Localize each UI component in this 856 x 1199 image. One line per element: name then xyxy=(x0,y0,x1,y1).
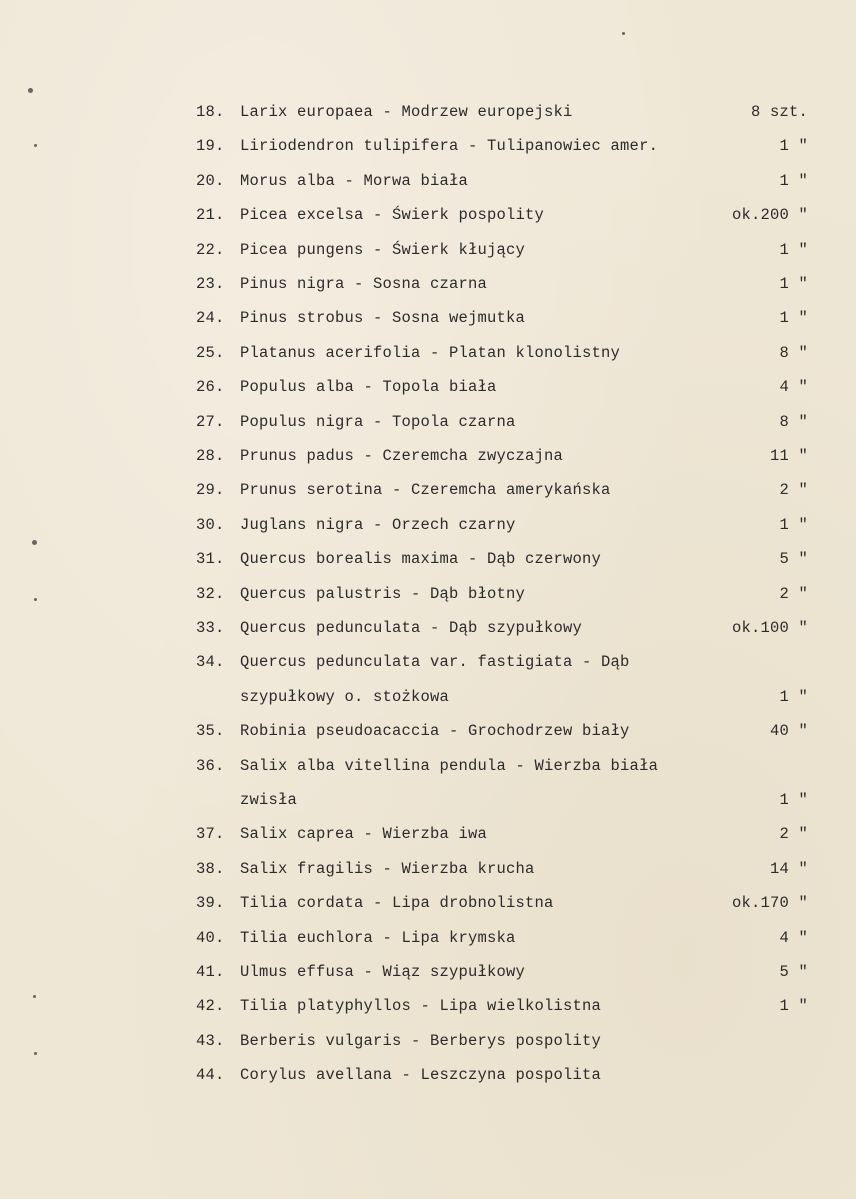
item-number: 23. xyxy=(196,275,225,293)
item-number: 26. xyxy=(196,378,225,397)
item-species: Tilia cordata - Lipa drobnolistna xyxy=(240,894,554,913)
item-quantity: 5 " xyxy=(779,963,808,981)
item-species: Liriodendron tulipifera - Tulipanowiec amer. xyxy=(240,137,659,156)
item-quantity: 14 " xyxy=(769,859,808,878)
item-quantity: 8 " xyxy=(779,412,808,431)
item-number: 25. xyxy=(196,343,225,362)
list-item xyxy=(0,1029,856,1053)
item-number: 32. xyxy=(196,584,225,603)
list-item xyxy=(0,169,856,193)
item-number: 34. xyxy=(196,653,225,672)
item-number: 19. xyxy=(196,137,225,156)
item-species: Salix caprea - Wierzba iwa xyxy=(240,825,488,844)
item-quantity: 1 " xyxy=(779,997,808,1016)
item-species: Quercus palustris - Dąb błotny xyxy=(240,584,526,603)
item-number: 27. xyxy=(196,412,225,431)
item-number: 39. xyxy=(196,894,225,913)
item-species: Quercus pedunculata - Dąb szypułkowy xyxy=(240,619,583,637)
item-species: Salix alba vitellina pendula - Wierzba biała xyxy=(240,756,659,775)
item-number: 44. xyxy=(196,1066,225,1085)
item-quantity: 8 szt. xyxy=(750,103,808,121)
item-species: Prunus padus - Czeremcha zwyczajna xyxy=(240,447,564,465)
list-item xyxy=(0,444,856,468)
item-quantity: 40 " xyxy=(769,722,808,741)
list-item xyxy=(0,410,856,434)
item-number: 20. xyxy=(196,171,225,190)
item-quantity: 11 " xyxy=(769,447,808,465)
item-species: Berberis vulgaris - Berberys pospolity xyxy=(240,1031,602,1050)
item-number: 24. xyxy=(196,309,225,328)
item-species: Salix fragilis - Wierzba krucha xyxy=(240,859,535,878)
item-quantity: 4 " xyxy=(779,928,808,947)
item-species: Juglans nigra - Orzech czarny xyxy=(240,515,516,534)
item-species: Tilia platyphyllos - Lipa wielkolistna xyxy=(240,997,602,1016)
item-number: 43. xyxy=(196,1031,225,1050)
item-number: 33. xyxy=(196,619,225,637)
list-item xyxy=(0,754,856,778)
item-quantity: 2 " xyxy=(779,825,808,844)
list-item-continuation xyxy=(0,685,856,709)
list-item xyxy=(0,926,856,950)
item-number: 40. xyxy=(196,928,225,947)
list-item xyxy=(0,822,856,846)
margin-speck xyxy=(622,32,625,35)
item-quantity: 1 " xyxy=(779,171,808,190)
item-number: 30. xyxy=(196,515,225,534)
item-species: Larix europaea - Modrzew europejski xyxy=(240,103,573,121)
item-number: 35. xyxy=(196,722,225,741)
item-species: Platanus acerifolia - Platan klonolistny xyxy=(240,343,621,362)
item-quantity: ok.170 " xyxy=(731,894,808,913)
item-quantity: ok.200 " xyxy=(731,206,808,225)
item-quantity: 8 " xyxy=(779,343,808,362)
item-species: Pinus strobus - Sosna wejmutka xyxy=(240,309,526,328)
item-quantity: 4 " xyxy=(779,378,808,397)
list-item xyxy=(0,238,856,262)
list-item xyxy=(0,341,856,365)
item-species: Prunus serotina - Czeremcha amerykańska xyxy=(240,481,611,500)
list-item xyxy=(0,857,856,881)
item-quantity: 1 " xyxy=(779,137,808,156)
margin-speck xyxy=(32,540,37,545)
item-species: Quercus pedunculata var. fastigiata - Dąb xyxy=(240,653,630,672)
item-quantity: 1 " xyxy=(779,309,808,328)
list-item xyxy=(0,134,856,158)
item-species: Ulmus effusa - Wiąz szypułkowy xyxy=(240,963,526,981)
item-species: Pinus nigra - Sosna czarna xyxy=(240,275,488,293)
list-item xyxy=(0,960,856,984)
item-quantity: 5 " xyxy=(779,550,808,569)
item-quantity: 2 " xyxy=(779,481,808,500)
list-item xyxy=(0,375,856,399)
item-number: 36. xyxy=(196,756,225,775)
list-item xyxy=(0,650,856,674)
item-number: 22. xyxy=(196,240,225,259)
item-species: Corylus avellana - Leszczyna pospolita xyxy=(240,1066,602,1085)
item-species: Quercus borealis maxima - Dąb czerwony xyxy=(240,550,602,569)
item-species: Tilia euchlora - Lipa krymska xyxy=(240,928,516,947)
item-quantity: ok.100 " xyxy=(731,619,808,637)
list-item xyxy=(0,616,856,640)
list-item xyxy=(0,1063,856,1087)
item-quantity: 1 " xyxy=(779,687,808,706)
list-item xyxy=(0,306,856,330)
item-quantity: 1 " xyxy=(779,515,808,534)
item-number: 42. xyxy=(196,997,225,1016)
item-number: 18. xyxy=(196,103,225,121)
item-species: Morus alba - Morwa biała xyxy=(240,171,469,190)
list-item xyxy=(0,582,856,606)
list-item xyxy=(0,891,856,915)
list-item xyxy=(0,719,856,743)
item-number: 21. xyxy=(196,206,225,225)
item-species: Populus alba - Topola biała xyxy=(240,378,497,397)
item-number: 28. xyxy=(196,447,225,465)
item-species: Robinia pseudoacaccia - Grochodrzew biały xyxy=(240,722,630,741)
list-item xyxy=(0,478,856,502)
item-species: Picea pungens - Świerk kłujący xyxy=(240,240,526,259)
item-number: 31. xyxy=(196,550,225,569)
list-item-continuation xyxy=(0,788,856,812)
item-species: Picea excelsa - Świerk pospolity xyxy=(240,206,545,225)
item-species: Populus nigra - Topola czarna xyxy=(240,412,516,431)
list-item xyxy=(0,513,856,537)
item-quantity: 1 " xyxy=(779,240,808,259)
item-quantity: 1 " xyxy=(779,275,808,293)
item-number: 38. xyxy=(196,859,225,878)
item-number: 37. xyxy=(196,825,225,844)
item-quantity: 2 " xyxy=(779,584,808,603)
item-number: 29. xyxy=(196,481,225,500)
list-item xyxy=(0,272,856,296)
list-item xyxy=(0,994,856,1018)
list-item xyxy=(0,100,856,124)
item-species-continued: zwisła xyxy=(240,791,298,809)
list-item xyxy=(0,547,856,571)
item-species-continued: szypułkowy o. stożkowa xyxy=(240,687,450,706)
list-item xyxy=(0,203,856,227)
item-quantity: 1 " xyxy=(779,791,808,809)
item-number: 41. xyxy=(196,963,225,981)
margin-speck xyxy=(28,88,33,93)
